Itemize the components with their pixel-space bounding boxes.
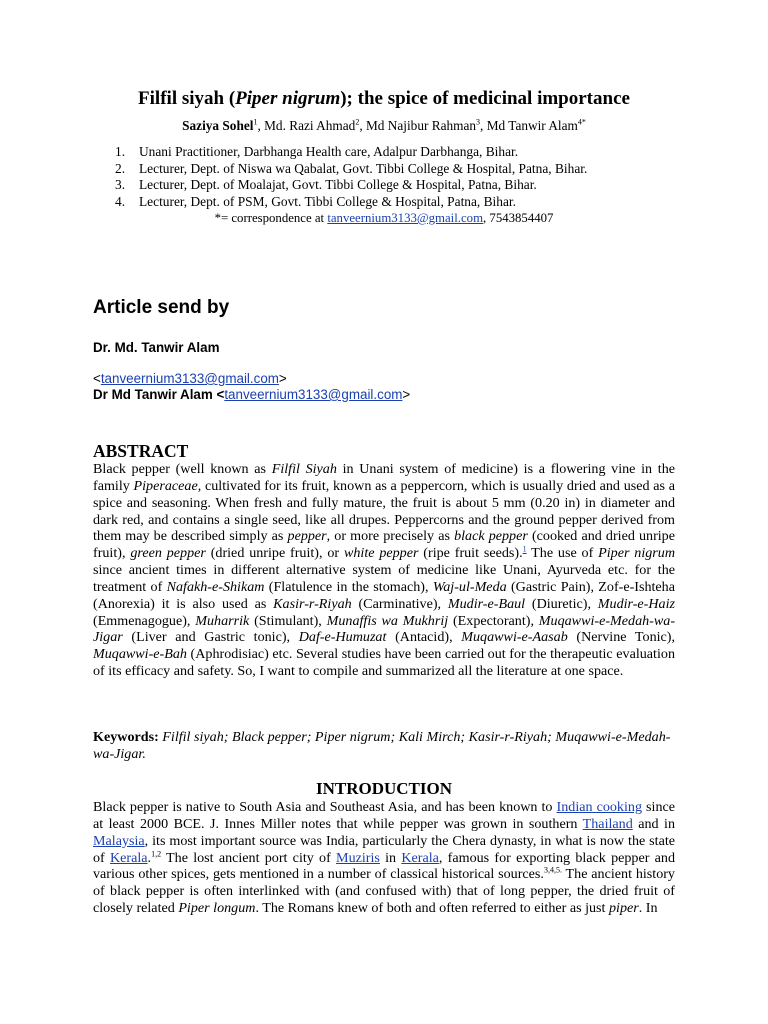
- hyperlink[interactable]: Kerala: [109, 849, 148, 866]
- text-run: Black pepper is native to South Asia and Southeast Asia, and has been known to: [93, 799, 557, 815]
- italic-term: Muqawwi-e-Bah: [93, 646, 187, 663]
- text-run: (Expectorant),: [448, 612, 539, 629]
- text-run: and in: [632, 815, 676, 832]
- italic-term: Munaffis wa Mukhrij: [326, 612, 449, 629]
- correspondence-email-link[interactable]: tanveernium3133@gmail.com: [327, 211, 484, 225]
- affiliation-item: [115, 177, 675, 194]
- text-run: since ancient times in different alternative system of medicine like Unani, Ayurveda etc. for the treatment of: [93, 562, 675, 595]
- abstract-heading: ABSTRACT: [93, 441, 189, 461]
- text-run: , its most important source was India, particularly the Chera dynasty, in what is now the state of: [93, 832, 675, 866]
- text-run: , cultivated for its fruit, known as a peppercorn, which is usually dried and used as a spice and seasoning. When fresh and fully mature, the fruit is about 5 mm (0.20 in) in diameter and dark red, and contains a single seed, like all drupes. Peppercorns and the ground pepper derived from them may be described simply as: [93, 477, 675, 545]
- text-run: . The Romans knew of both and often referred to either as just: [255, 900, 609, 917]
- hyperlink[interactable]: Thailand: [582, 815, 633, 832]
- affiliation-number: 3.: [115, 177, 126, 192]
- citation-sup: 3,4,5.: [543, 865, 562, 875]
- affiliation-text: Lecturer, Dept. of PSM, Govt. Tibbi College & Hospital, Patna, Bihar.: [139, 193, 516, 209]
- affiliation-item: [115, 160, 675, 178]
- email-close-bracket: >: [278, 371, 287, 386]
- hyperlink[interactable]: Indian cooking: [556, 799, 642, 815]
- text-run: (Gastric Pain), Zof-e-Ishteha (Anorexia) it is also used as: [93, 578, 675, 612]
- affiliation-item: [115, 193, 675, 211]
- italic-term: Muharrik: [195, 612, 250, 629]
- italic-term: Piper nigrum: [598, 545, 676, 562]
- italic-term: Waj-ul-Meda: [432, 578, 507, 595]
- affiliation-list: [93, 144, 675, 210]
- italic-term: piper: [609, 900, 639, 917]
- text-run: (Antacid),: [386, 629, 462, 646]
- sender-email-link[interactable]: tanveernium3133@gmail.com: [100, 371, 279, 386]
- italic-term: pepper: [287, 528, 327, 545]
- author-separator: ,: [359, 118, 366, 133]
- paper-title: [93, 88, 675, 110]
- signature-name: Dr Md Tanwir Alam <: [93, 387, 225, 402]
- signature-close-bracket: >: [402, 387, 411, 402]
- italic-term: black pepper: [454, 528, 528, 545]
- text-run: since at least 2000 BCE. J. Innes Miller notes that while pepper was grown in southern: [93, 799, 676, 832]
- author-separator: ,: [480, 118, 487, 133]
- text-run: (Diuretic),: [525, 595, 598, 612]
- text-run: . In: [638, 900, 658, 917]
- citation-sup[interactable]: 1: [522, 544, 527, 554]
- article-send-heading: Article send by: [93, 297, 230, 318]
- text-run: in: [379, 849, 402, 866]
- italic-term: white pepper: [343, 545, 419, 562]
- affiliation-item: [115, 144, 675, 161]
- text-run: .: [147, 849, 152, 866]
- italic-term: green pepper: [130, 545, 206, 562]
- italic-term: Nafakh-e-Shikam: [166, 578, 265, 595]
- text-run: , famous for exporting black pepper and various other spices, gets mentioned in a number of classical historical sources.: [93, 849, 676, 883]
- keywords-label: Keywords:: [93, 729, 159, 745]
- italic-term: Kasir-r-Riyah: [273, 595, 352, 612]
- hyperlink[interactable]: Kerala: [401, 849, 439, 866]
- introduction-body: [93, 799, 675, 917]
- author-name: Md Tanwir Alam: [486, 118, 578, 133]
- text-run: (dried unripe fruit), or: [205, 545, 344, 562]
- text-run: (cooked and dried unripe fruit),: [93, 528, 675, 562]
- sender-signature-line: [93, 387, 410, 402]
- correspondence-prefix: *= correspondence at: [214, 211, 328, 225]
- author-affiliation-sup: 3: [476, 117, 481, 127]
- text-run: , or more precisely as: [326, 528, 455, 545]
- text-run: in Unani system of medicine) is a flowering vine in the family: [93, 461, 675, 494]
- paper-header: [93, 88, 675, 226]
- abstract-body: [93, 461, 675, 680]
- text-run: The ancient history of black pepper is often interlinked with (and confused with) that of long pepper, the dried fruit of closely related: [93, 866, 675, 917]
- email-open-bracket: <: [93, 371, 101, 386]
- affiliation-number: 1.: [115, 144, 126, 159]
- keywords-paragraph: [93, 729, 675, 763]
- author-affiliation-sup: 4*: [577, 117, 586, 127]
- text-run: (Stimulant),: [249, 612, 327, 629]
- affiliation-text: Unani Practitioner, Darbhanga Health care, Adalpur Darbhanga, Bihar.: [139, 144, 519, 159]
- title-part2: ); the spice of medicinal importance: [340, 88, 630, 109]
- hyperlink[interactable]: Muziris: [336, 849, 380, 866]
- text-run: (Emmenagogue),: [93, 612, 196, 629]
- author-name: Saziya Sohel: [182, 118, 254, 133]
- italic-term: Daf-e-Humuzat: [298, 629, 387, 646]
- citation-sup: 1,2: [151, 848, 162, 858]
- title-part1: Filfil siyah (: [138, 88, 236, 109]
- signature-email-link[interactable]: tanveernium3133@gmail.com: [224, 387, 403, 402]
- introduction-heading: INTRODUCTION: [315, 779, 453, 798]
- sender-email-line: [93, 371, 287, 386]
- text-run: Black pepper (well known as: [93, 461, 272, 477]
- sender-name: Dr. Md. Tanwir Alam: [93, 340, 220, 355]
- author-affiliation-sup: 1: [253, 117, 258, 127]
- italic-term: Piper longum: [178, 900, 256, 917]
- author-name: Md. Razi Ahmad: [264, 118, 356, 133]
- author-name: Md Najibur Rahman: [365, 118, 477, 133]
- correspondence-line: [93, 210, 675, 226]
- text-run: (Carminative),: [351, 595, 448, 612]
- text-run: (Liver and Gastric tonic),: [122, 629, 299, 646]
- affiliation-number: 4.: [115, 193, 126, 209]
- keywords-text: Filfil siyah; Black pepper; Piper nigrum; Kali Mirch; Kasir-r-Riyah; Muqawwi-e-Medah-wa-Jigar.: [93, 729, 671, 762]
- text-run: (Flatulence in the stomach),: [264, 578, 433, 595]
- author-separator: ,: [257, 118, 265, 133]
- affiliation-text: Lecturer, Dept. of Niswa wa Qabalat, Govt. Tibbi College & Hospital, Patna, Bihar.: [139, 160, 588, 176]
- author-affiliation-sup: 2: [355, 117, 360, 127]
- text-run: (ripe fruit seeds).: [418, 545, 523, 562]
- italic-term: Mudir-e-Haiz: [597, 595, 676, 612]
- affiliation-text: Lecturer, Dept. of Moalajat, Govt. Tibbi College & Hospital, Patna, Bihar.: [139, 177, 537, 192]
- text-run: The lost ancient port city of: [161, 849, 337, 866]
- italic-term: Mudir-e-Baul: [447, 595, 526, 612]
- italic-term: Muqawwi-e-Medah-wa-Jigar: [93, 612, 676, 646]
- italic-term: Filfil Siyah: [271, 461, 337, 477]
- author-list: [93, 118, 675, 134]
- title-italic: Piper nigrum: [235, 88, 341, 109]
- text-run: The use of: [526, 545, 599, 562]
- correspondence-phone: , 7543854407: [483, 211, 554, 225]
- italic-term: Piperaceae: [133, 477, 198, 494]
- affiliation-number: 2.: [115, 160, 126, 176]
- hyperlink[interactable]: Malaysia: [93, 832, 145, 849]
- italic-term: Muqawwi-e-Aasab: [461, 629, 568, 646]
- text-run: (Nervine Tonic),: [567, 629, 676, 646]
- text-run: (Aphrodisiac) etc. Several studies have been carried out for the therapeutic evaluation of its efficacy and safety. So, I want to compile and summarized all the literature at one space.: [93, 646, 675, 680]
